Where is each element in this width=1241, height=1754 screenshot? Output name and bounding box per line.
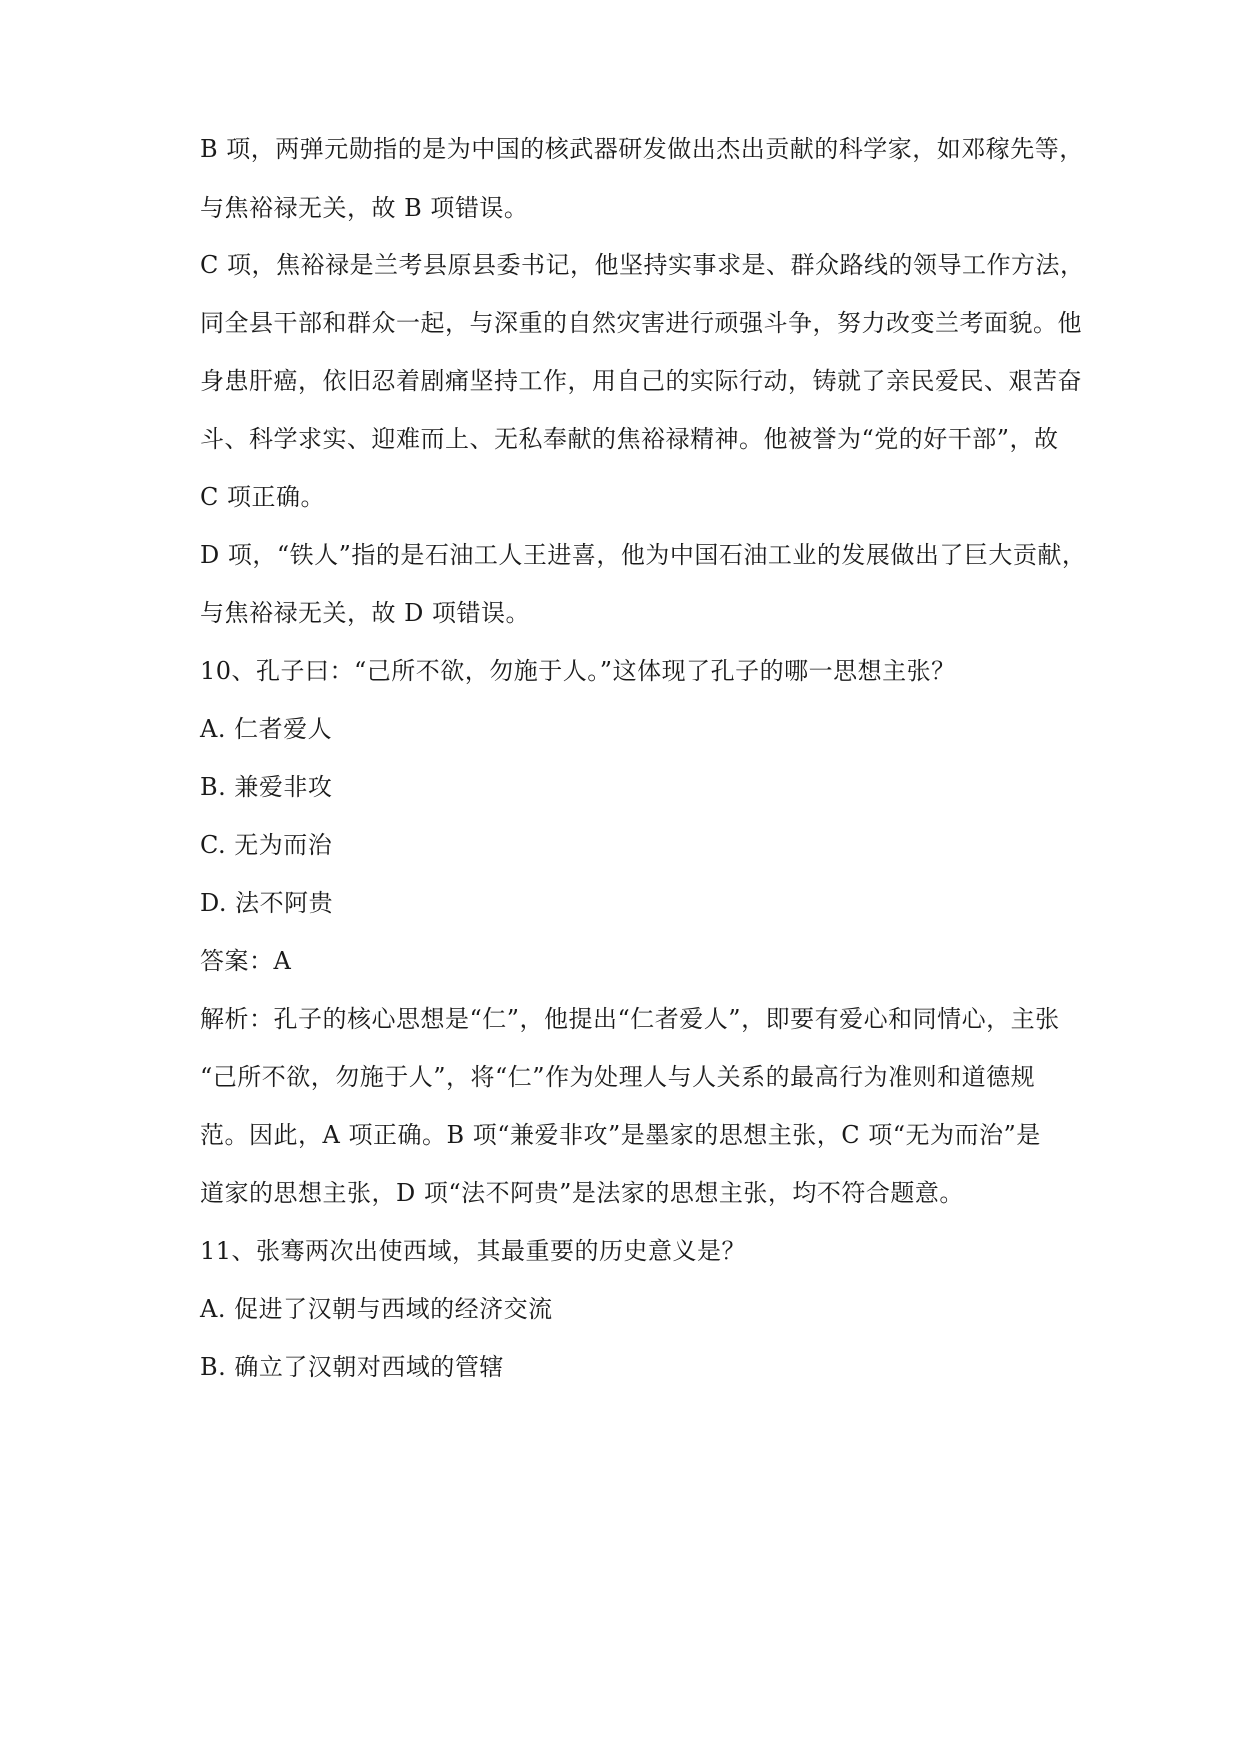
question-11-stem: 11、张骞两次出使西域，其最重要的历史意义是？: [200, 1237, 747, 1265]
option-c-explanation-line-5: C 项正确。: [200, 483, 325, 511]
option-d-explanation-line-2: 与焦裕禄无关，故 D 项错误。: [200, 599, 530, 627]
question-10-option-d: D. 法不阿贵: [200, 889, 334, 917]
question-10-analysis-line-3: 范。因此，A 项正确。B 项“兼爱非攻”是墨家的思想主张，C 项“无为而治”是: [200, 1121, 1041, 1149]
option-d-explanation-line-1: D 项，“铁人”指的是石油工人王进喜，他为中国石油工业的发展做出了巨大贡献，: [200, 541, 1087, 569]
option-b-explanation-line-2: 与焦裕禄无关，故 B 项错误。: [200, 194, 529, 222]
option-c-explanation-line-1: C 项，焦裕禄是兰考县原县委书记，他坚持实事求是、群众路线的领导工作方法，: [200, 251, 1085, 279]
question-11-option-a: A. 促进了汉朝与西域的经济交流: [200, 1295, 553, 1323]
question-10-analysis-line-4: 道家的思想主张，D 项“法不阿贵”是法家的思想主张，均不符合题意。: [200, 1179, 964, 1207]
question-10-analysis-line-2: “己所不欲，勿施于人”，将“仁”作为处理人与人关系的最高行为准则和道德规: [200, 1063, 1036, 1091]
question-10-analysis-line-1: 解析：孔子的核心思想是“仁”，他提出“仁者爱人”，即要有爱心和同情心，主张: [200, 1005, 1060, 1033]
question-10-option-c: C. 无为而治: [200, 831, 333, 859]
question-10-stem: 10、孔子曰：“己所不欲，勿施于人。”这体现了孔子的哪一思想主张？: [200, 657, 956, 685]
option-c-explanation-line-3: 身患肝癌，依旧忍着剧痛坚持工作，用自己的实际行动，铸就了亲民爱民、艰苦奋: [200, 367, 1082, 395]
option-c-explanation-line-2: 同全县干部和群众一起，与深重的自然灾害进行顽强斗争，努力改变兰考面貌。他: [200, 309, 1082, 337]
option-c-explanation-line-4: 斗、科学求实、迎难而上、无私奉献的焦裕禄精神。他被誉为“党的好干部”，故: [200, 425, 1059, 453]
option-b-explanation-line-1: B 项，两弹元勋指的是为中国的核武器研发做出杰出贡献的科学家，如邓稼先等，: [200, 135, 1084, 163]
question-11-option-b: B. 确立了汉朝对西域的管辖: [200, 1353, 504, 1381]
question-10-option-a: A. 仁者爱人: [200, 715, 333, 743]
question-10-option-b: B. 兼爱非攻: [200, 773, 333, 801]
question-10-answer: 答案：A: [200, 947, 292, 975]
